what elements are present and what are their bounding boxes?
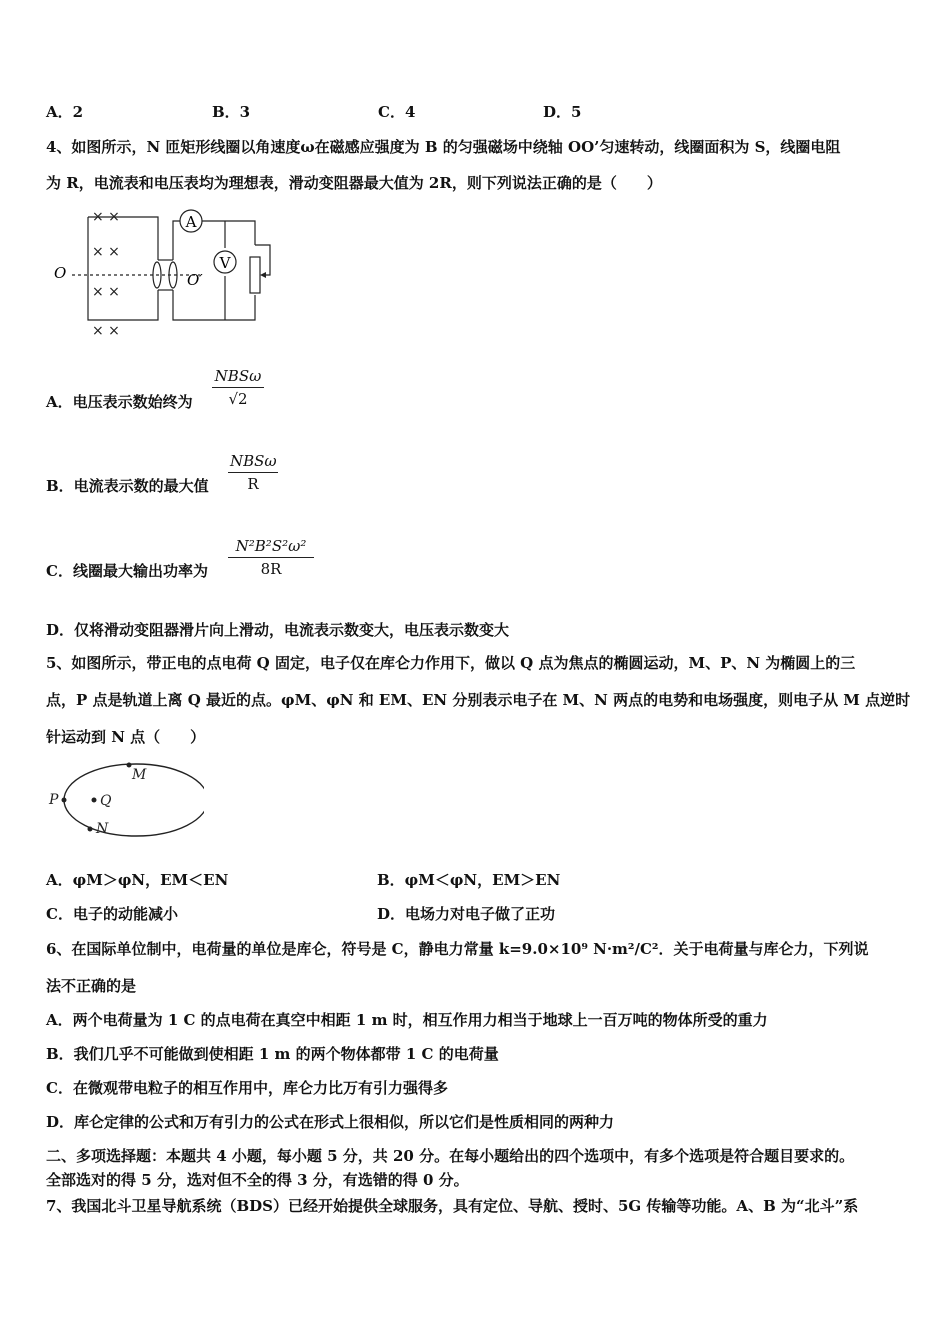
- fraction-numerator: N²B²S²ω²: [235, 537, 307, 555]
- label-p: P: [49, 792, 59, 808]
- magnetic-field-crosses: × ×: [92, 284, 120, 300]
- q5-stem-line3: 针运动到 N 点（ ）: [46, 728, 206, 746]
- q4-option-a: A．电压表示数始终为: [46, 393, 193, 411]
- q6-option-c: C．在微观带电粒子的相互作用中，库仑力比万有引力强得多: [46, 1079, 448, 1097]
- q4-option-d: D．仅将滑动变阻器滑片向上滑动，电流表示数变大，电压表示数变大: [46, 621, 510, 639]
- section2-heading-line1: 二、多项选择题：本题共 4 小题，每小题 5 分，共 20 分。在每小题给出的四个选项中，有多个选项是符合题目要求的。: [46, 1147, 855, 1165]
- q4-fraction-a: [212, 367, 264, 408]
- q6-stem-line1: 6、在国际单位制中，电荷量的单位是库仑，符号是 C，静电力常量 k=9.0×10⁹ N·m²/C²．关于电荷量与库仑力，下列说: [46, 940, 869, 958]
- point-q: [92, 798, 97, 803]
- voltmeter-label: V: [219, 254, 231, 272]
- q4-stem-line1: 4、如图所示，N 匝矩形线圈以角速度ω在磁感应强度为 B 的匀强磁场中绕轴 OO’匀速转动，线圈面积为 S，线圈电阻: [46, 138, 841, 156]
- fraction-numerator: NBSω: [230, 452, 277, 470]
- q3-option-d: D．5: [543, 103, 582, 121]
- fraction-numerator: NBSω: [214, 367, 262, 385]
- q4-fraction-b: [228, 452, 278, 493]
- q4-circuit-diagram: [50, 205, 290, 340]
- point-n: [88, 827, 93, 832]
- q4-option-c: C．线圈最大输出功率为: [46, 562, 208, 580]
- magnetic-field-crosses: × ×: [92, 244, 120, 260]
- q6-option-d: D．库仑定律的公式和万有引力的公式在形式上很相似，所以它们是性质相同的两种力: [46, 1113, 615, 1131]
- point-m: [127, 763, 132, 768]
- q3-option-b: B．3: [212, 103, 251, 121]
- fraction-denominator: 8R: [260, 560, 282, 578]
- q6-option-b: B．我们几乎不可能做到使相距 1 m 的两个物体都带 1 C 的电荷量: [46, 1045, 499, 1063]
- q3-option-a: A．2: [46, 103, 84, 121]
- q5-option-a: A．φM＞φN，EM＜EN: [46, 871, 229, 889]
- fraction-denominator: √2: [228, 390, 248, 408]
- axis-label-o-prime: O′: [187, 271, 203, 289]
- q5-ellipse-diagram: [44, 760, 204, 845]
- label-n: N: [96, 821, 109, 837]
- q5-option-c: C．电子的动能减小: [46, 905, 178, 923]
- q7-stem-line1: 7、我国北斗卫星导航系统（BDS）已经开始提供全球服务，具有定位、导航、授时、5G 传输等功能。A、B 为“北斗”系: [46, 1197, 859, 1215]
- q5-option-b: B．φM＜φN，EM＞EN: [377, 871, 561, 889]
- q3-option-c: C．4: [378, 103, 416, 121]
- q5-option-d: D．电场力对电子做了正功: [377, 905, 556, 923]
- magnetic-field-crosses: × ×: [92, 209, 120, 225]
- label-m: M: [132, 767, 147, 783]
- q5-stem-line1: 5、如图所示，带正电的点电荷 Q 固定，电子仅在库仑力作用下，做以 Q 点为焦点的椭圆运动，M、P、N 为椭圆上的三: [46, 654, 856, 672]
- q6-stem-line2: 法不正确的是: [46, 977, 137, 995]
- point-p: [62, 798, 67, 803]
- q4-stem-line2: 为 R，电流表和电压表均为理想表，滑动变阻器最大值为 2R，则下列说法正确的是（ ）: [46, 174, 662, 192]
- section2-heading-line2: 全部选对的得 5 分，选对但不全的得 3 分，有选错的得 0 分。: [46, 1171, 469, 1189]
- label-q: Q: [100, 793, 112, 809]
- magnetic-field-crosses: × ×: [92, 323, 120, 339]
- fraction-denominator: R: [247, 475, 259, 493]
- axis-label-o: O: [54, 264, 67, 282]
- q5-stem-line2: 点，P 点是轨道上离 Q 最近的点。φM、φN 和 EM、EN 分别表示电子在 M、N 两点的电势和电场强度，则电子从 M 点逆时: [46, 691, 911, 709]
- ammeter-label: A: [185, 213, 197, 231]
- q4-option-b: B．电流表示数的最大值: [46, 477, 209, 495]
- q6-option-a: A．两个电荷量为 1 C 的点电荷在真空中相距 1 m 时，相互作用力相当于地球上一百万吨的物体所受的重力: [46, 1011, 768, 1029]
- q4-fraction-c: [228, 537, 314, 578]
